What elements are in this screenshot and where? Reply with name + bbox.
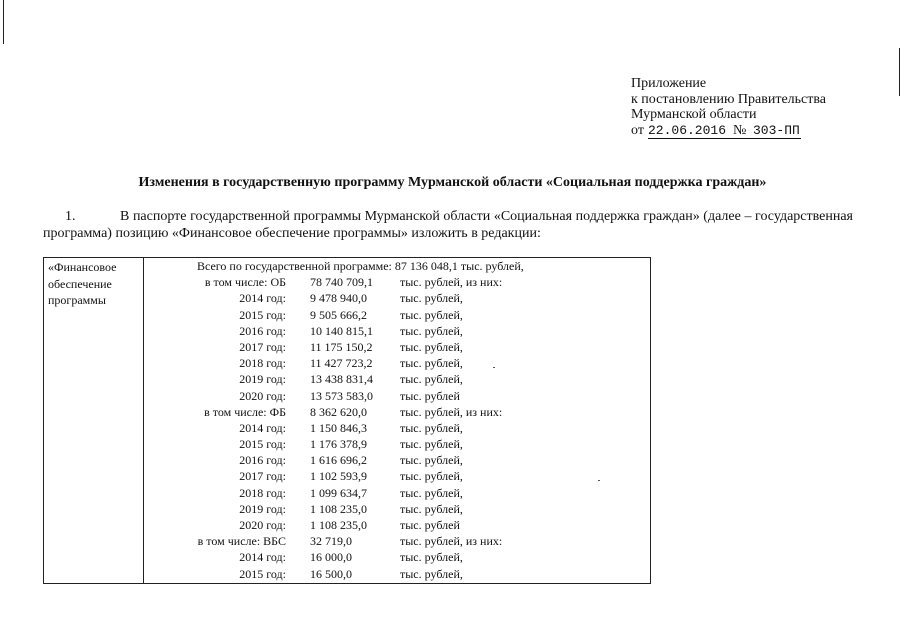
row-value: 78 740 709,1 (310, 275, 373, 290)
table-row (144, 275, 650, 291)
row-unit: тыс. рублей, (400, 501, 463, 516)
row-unit: тыс. рублей, из них: (400, 534, 503, 549)
row-label: 2016 год: (239, 323, 286, 338)
number-sign: № (733, 122, 747, 138)
paragraph-text: В паспорте государственной программы Мурманской области «Социальная поддержка граждан» (далее – государственная программа) позицию «Финансовое обеспечение программы» изложить в редакции: (43, 209, 853, 241)
row-unit: тыс. рублей, (400, 453, 463, 468)
paragraph-number: 1. (65, 209, 76, 224)
row-label: 2018 год: (239, 485, 286, 500)
row-label: 2014 год: (239, 420, 286, 435)
table-row (144, 534, 650, 550)
row-unit: тыс. рублей, из них: (400, 404, 503, 419)
scan-edge-left (3, 0, 4, 44)
table-row (144, 502, 650, 518)
row-unit: тыс. рублей, (400, 420, 463, 435)
table-row (144, 469, 650, 485)
row-unit: тыс. рублей, (400, 339, 463, 354)
row-value: 11 427 723,2 (310, 356, 373, 371)
table-row (144, 308, 650, 324)
table-row (144, 372, 650, 388)
table-row (144, 421, 650, 437)
total-line: Всего по государственной программе: 87 136 048,1 тыс. рублей, (197, 259, 524, 273)
table-row (144, 518, 650, 534)
row-value: 9 478 940,0 (310, 291, 367, 306)
row-value: 1 150 846,3 (310, 420, 367, 435)
appendix-region-line: Мурманской области (631, 107, 757, 122)
row-value: 8 362 620,0 (310, 404, 367, 419)
row-unit: тыс. рублей, (400, 291, 463, 306)
document-title: Изменения в государственную программу Мурманской области «Социальная поддержка граждан» (138, 175, 767, 190)
row-value: 9 505 666,2 (310, 307, 367, 322)
appendix-resolution-line: к постановлению Правительства (631, 91, 827, 107)
table-right-cell (144, 259, 650, 583)
row-unit: тыс. рублей (400, 518, 460, 532)
row-label: 2020 год: (239, 388, 286, 403)
table-row (144, 486, 650, 502)
row-value: 13 438 831,4 (310, 372, 373, 387)
scan-edge-right (899, 48, 900, 96)
row-label: 2020 год: (239, 518, 286, 532)
row-label: в том числе: ВБС (197, 534, 286, 549)
total-row (144, 259, 650, 275)
row-label: в том числе: ОБ (204, 275, 286, 290)
row-value: 13 573 583,0 (310, 388, 373, 403)
from-prefix: от (631, 122, 644, 138)
row-label: 2015 год: (239, 307, 286, 322)
table-row (144, 550, 650, 566)
table-row (144, 405, 650, 421)
row-label: 2019 год: (239, 372, 286, 387)
table-left-cell (48, 259, 142, 309)
row-unit: тыс. рублей, (400, 469, 463, 484)
row-label: 2019 год: (239, 501, 286, 516)
row-value: 1 108 235,0 (310, 518, 367, 532)
row-value: 1 102 593,9 (310, 469, 367, 484)
left-cell-line: обеспечение (48, 276, 112, 291)
row-unit: тыс. рублей, (400, 485, 463, 500)
row-value: 32 719,0 (310, 534, 352, 549)
row-label: в том числе: ФБ (204, 404, 286, 419)
resolution-number: 303-ПП (753, 122, 800, 138)
table-row (144, 437, 650, 453)
table-row (144, 356, 650, 372)
table-row (144, 324, 650, 340)
row-label: 2017 год: (239, 339, 286, 354)
row-label: 2014 год: (239, 550, 286, 565)
row-value: 1 108 235,0 (310, 501, 367, 516)
financing-table (43, 257, 651, 584)
row-label: 2017 год: (239, 469, 286, 484)
row-unit: тыс. рублей, из них: (400, 275, 503, 290)
row-label: 2016 год: (239, 453, 286, 468)
row-unit: тыс. рублей, (400, 307, 463, 322)
left-cell-line: «Финансовое (48, 260, 117, 274)
row-value: 1 099 634,7 (310, 485, 367, 500)
row-value: 1 176 378,9 (310, 437, 367, 452)
row-unit: тыс. рублей, (400, 356, 463, 371)
left-cell-line: программы (48, 293, 106, 307)
row-unit: тыс. рублей (400, 388, 460, 403)
appendix-block (631, 76, 826, 139)
row-unit: тыс. рублей, (400, 437, 463, 452)
appendix-heading: Приложение (631, 76, 707, 91)
row-unit: тыс. рублей, (400, 550, 463, 565)
table-row (144, 291, 650, 307)
resolution-date: 22.06.2016 (648, 123, 754, 140)
paragraph-1 (43, 208, 853, 242)
row-value: 1 616 696,2 (310, 453, 367, 468)
table-row (144, 389, 650, 405)
row-value: 16 000,0 (310, 550, 352, 565)
appendix-date-number-line (631, 123, 826, 139)
row-value: 10 140 815,1 (310, 323, 373, 338)
row-value: 11 175 150,2 (310, 339, 373, 354)
row-label: 2018 год: (239, 356, 286, 371)
table-row (144, 453, 650, 469)
table-row (144, 340, 650, 356)
row-label: 2014 год: (239, 291, 286, 306)
row-value: 16 500,0 (310, 566, 352, 581)
table-row (144, 567, 650, 583)
row-unit: тыс. рублей, (400, 323, 463, 338)
row-label: 2015 год: (239, 566, 286, 581)
row-unit: тыс. рублей, (400, 372, 463, 387)
row-unit: тыс. рублей, (400, 566, 463, 581)
scan-speck (493, 367, 495, 368)
scan-speck (598, 480, 600, 481)
row-label: 2015 год: (239, 437, 286, 452)
